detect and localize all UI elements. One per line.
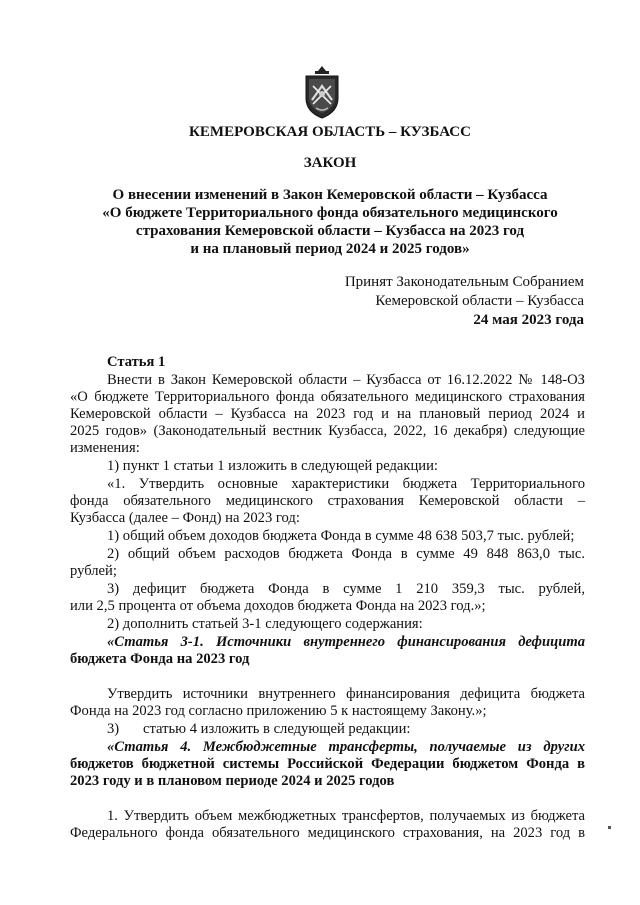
article-1-intro-line: 2025 годов» (Законодательный вестник Кузбасса, 2022, 16 декабря) следующие [70,423,585,439]
coat-of-arms-icon [300,64,344,120]
article-4-heading-line: 2023 году и в плановом периоде 2024 и 2025 годов [70,773,395,789]
article-1-intro-line: Внести в Закон Кемеровской области – Кузбасса от 16.12.2022 № 148-ОЗ [107,372,585,388]
article-1-intro-line: изменения: [70,440,140,456]
subitem-3-cont: или 2,5 процента от объема доходов бюджета Фонда на 2023 год.»; [70,598,486,614]
law-title [70,186,590,258]
adoption-line: Кемеровской области – Кузбасса [375,293,584,309]
item-3-text: статью 4 изложить в следующей редакции: [143,721,411,737]
scan-speck [608,826,611,829]
quote-line: фонда обязательного медицинского страхования Кемеровской области – [70,493,585,509]
adoption-date: 24 мая 2023 года [473,312,584,328]
article-1-intro-line: Кемеровской области – Кузбасса на 2023 год и на плановый период 2024 и [70,406,585,422]
adoption-block [345,273,584,330]
article-1-intro-line: «О бюджете Территориального фонда обязательного медицинского страхования [70,389,585,405]
quote-line: «1. Утвердить основные характеристики бюджета Территориального [107,476,585,492]
subitem-2: 2) общий объем расходов бюджета Фонда в сумме 49 848 863,0 тыс. [107,546,585,562]
item-1: 1) пункт 1 статьи 1 изложить в следующей редакции: [107,458,438,474]
article-3-1-text: Утвердить источники внутреннего финансирования дефицита бюджета [107,686,585,702]
region-title: КЕМЕРОВСКАЯ ОБЛАСТЬ – КУЗБАСС [189,124,471,140]
subitem-3: 3) дефицит бюджета Фонда в сумме 1 210 359,3 тыс. рублей, [107,581,585,597]
article-4-paragraph-1-cont: Федерального фонда обязательного медицинского страхования, на 2023 год в [70,825,585,841]
subitem-2-cont: рублей; [70,563,117,579]
law-title-line: «О бюджете Территориального фонда обязательного медицинского [102,205,558,221]
law-title-line: О внесении изменений в Закон Кемеровской области – Кузбасса [112,187,548,203]
article-1-heading: Статья 1 [107,354,166,370]
item-3-number: 3) [107,721,120,737]
item-2: 2) дополнить статьей 3-1 следующего содержания: [107,616,423,632]
article-3-1-text-cont: Фонда на 2023 год согласно приложению 5 к настоящему Закону.»; [70,703,487,719]
law-title-line: страхования Кемеровской области – Кузбасса на 2023 год [135,223,525,239]
article-4-heading: «Статья 4. Межбюджетные трансферты, получаемые из других [107,739,585,755]
law-title-line: и на плановый период 2024 и 2025 годов» [190,241,470,257]
adoption-line: Принят Законодательным Собранием [344,274,584,290]
article-4-heading-line: бюджетов бюджетной системы Российской Федерации бюджетом Фонда в [70,756,585,772]
article-4-paragraph-1: 1. Утвердить объем межбюджетных трансфертов, получаемых из бюджета [107,808,585,824]
subitem-1: 1) общий объем доходов бюджета Фонда в сумме 48 638 503,7 тыс. рублей; [107,528,575,544]
document-type: ЗАКОН [303,155,357,171]
article-3-1-heading-cont: бюджета Фонда на 2023 год [70,651,250,667]
article-3-1-heading: «Статья 3-1. Источники внутреннего финансирования дефицита [107,634,585,650]
quote-line: Кузбасса (далее – Фонд) на 2023 год: [70,510,300,526]
